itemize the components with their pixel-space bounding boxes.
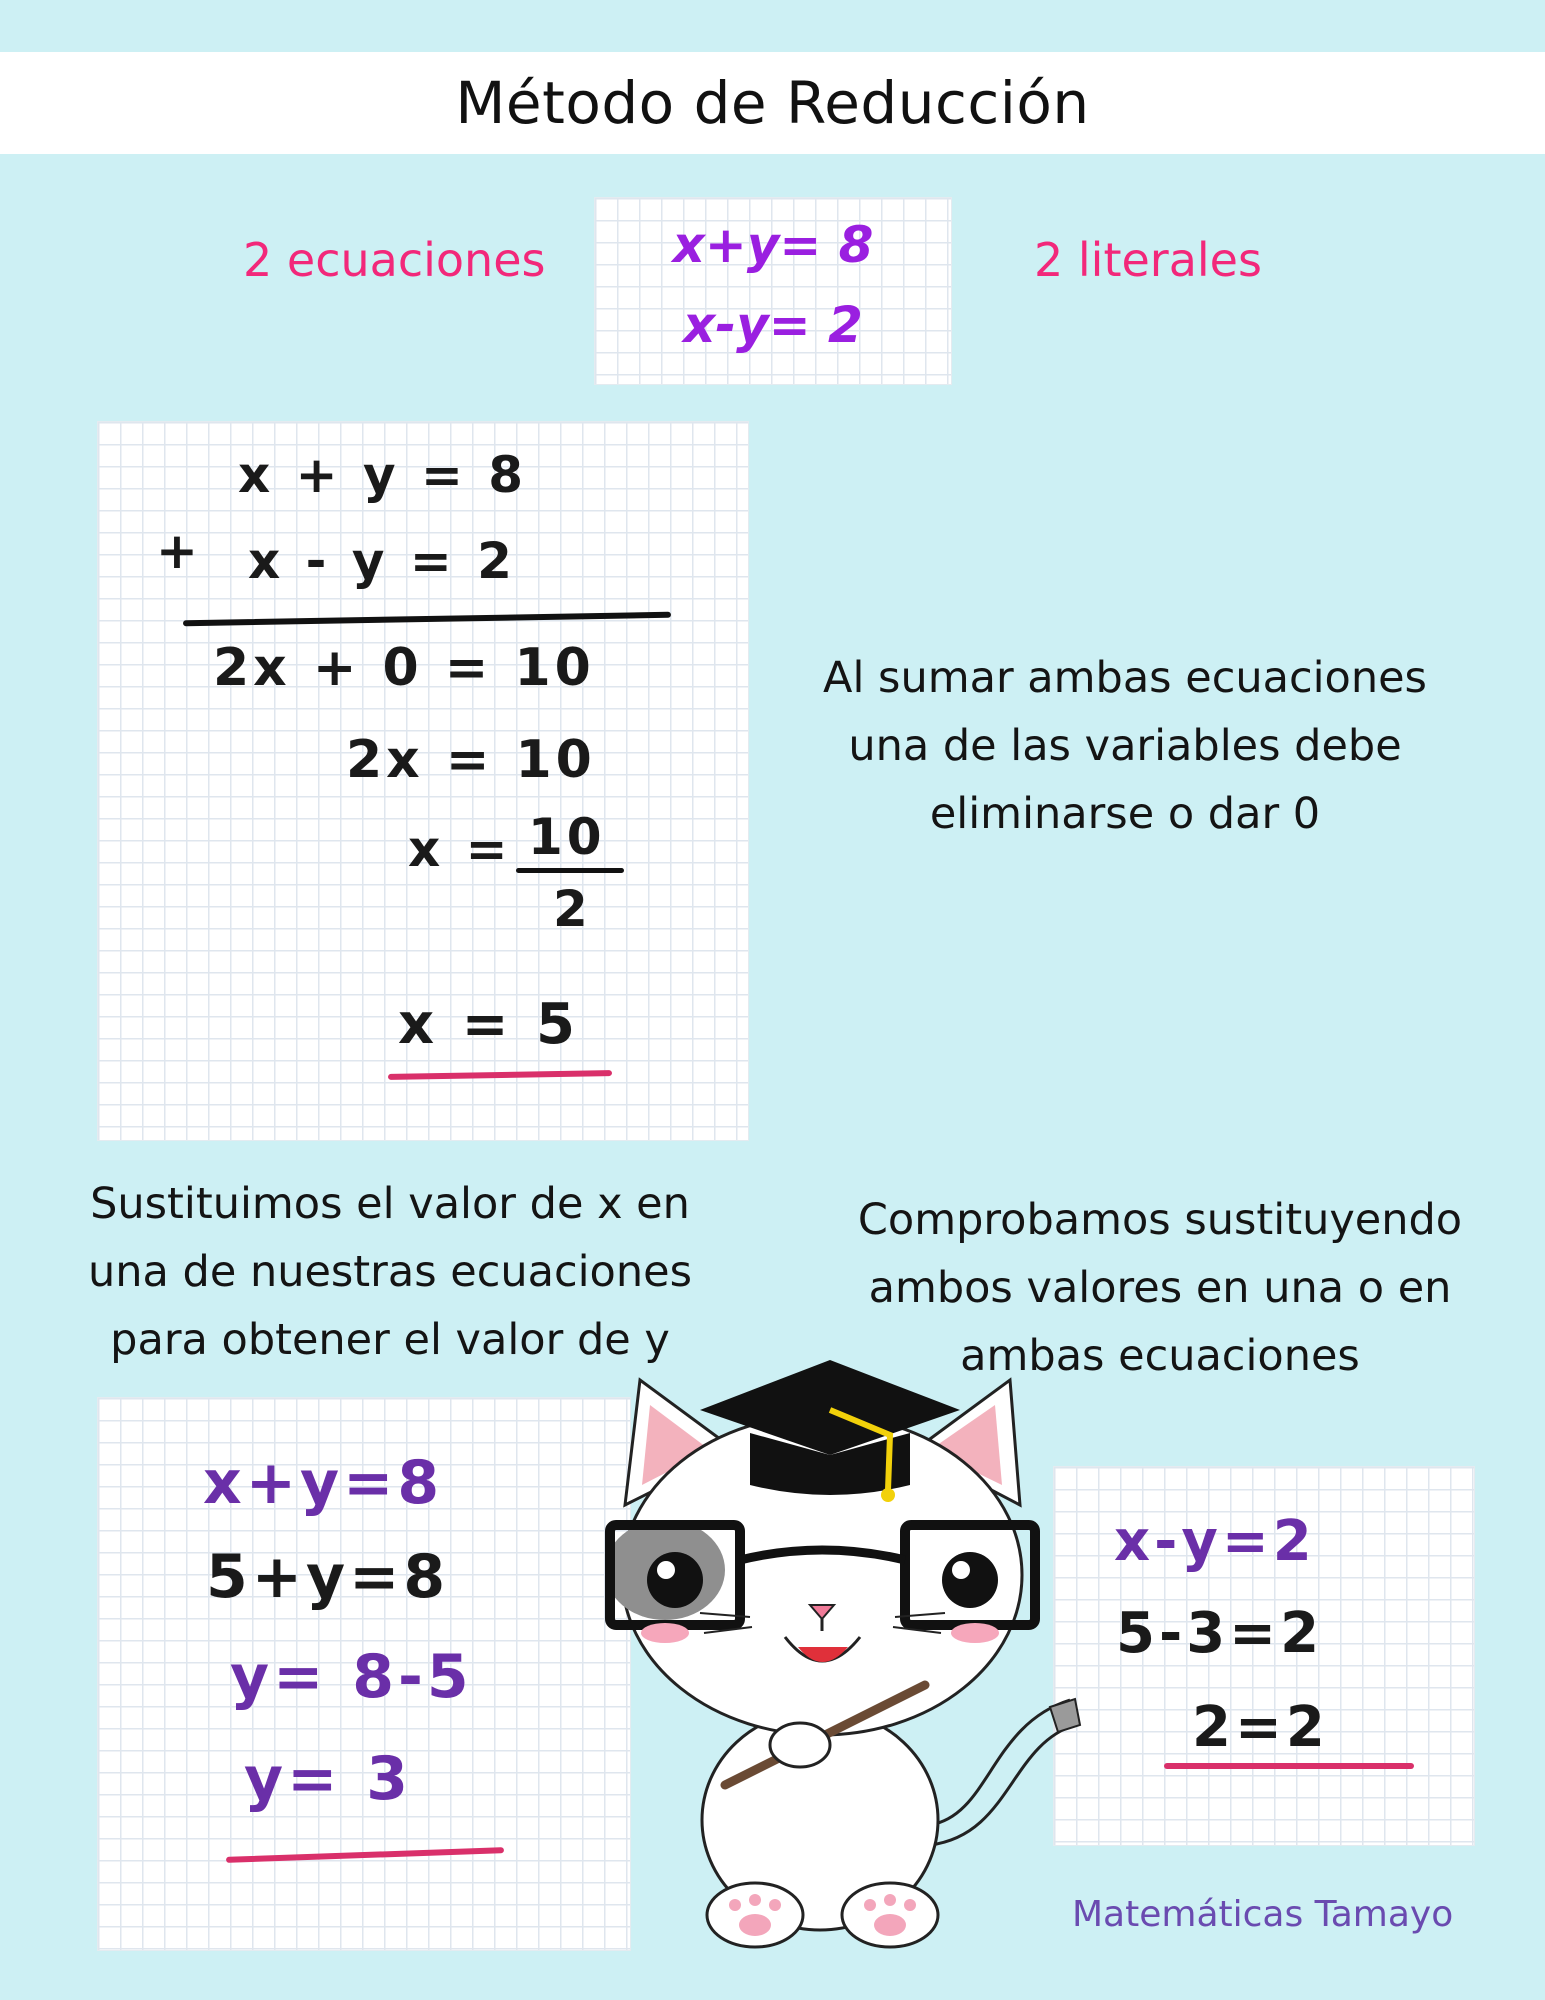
check-line2: 5-3=2 — [1116, 1601, 1324, 1666]
check-explanation-line: ambos valores en una o en — [868, 1263, 1452, 1313]
substitution-result: y= 3 — [244, 1744, 413, 1814]
check-line1: x-y=2 — [1114, 1509, 1316, 1574]
elimination-sum: 2x + 0 = 10 — [213, 638, 595, 698]
substitution-explanation-line: Sustituimos el valor de x en — [90, 1179, 690, 1229]
result-underline — [388, 1070, 612, 1080]
elimination-step1: 2x = 10 — [346, 730, 596, 790]
check-explanation-line: ambas ecuaciones — [960, 1331, 1360, 1381]
elimination-card — [97, 421, 749, 1141]
substitution-line1: x+y=8 — [203, 1448, 444, 1518]
page-title: Método de Reducción — [455, 69, 1090, 137]
elimination-explanation — [780, 644, 1470, 848]
system-eq1: x+y= 8 — [672, 216, 874, 274]
author-credit: Matemáticas Tamayo — [1072, 1894, 1454, 1935]
fraction-bar — [516, 868, 624, 873]
elimination-result: x = 5 — [398, 992, 579, 1057]
elimination-step2-lhs: x = — [408, 820, 512, 878]
substitution-explanation-line: una de nuestras ecuaciones — [88, 1247, 692, 1297]
system-eq2: x-y= 2 — [683, 296, 863, 354]
elimination-line2: x - y = 2 — [248, 532, 516, 590]
substitution-line2: 5+y=8 — [206, 1542, 450, 1612]
check-explanation-line: Comprobamos sustituyendo — [857, 1195, 1463, 1245]
substitution-underline — [226, 1847, 504, 1863]
elimination-explanation-line: Al sumar ambas ecuaciones — [823, 653, 1427, 703]
check-result: 2=2 — [1192, 1695, 1329, 1760]
elimination-line1: x + y = 8 — [238, 446, 528, 504]
fraction-denominator: 2 — [553, 880, 592, 938]
graduate-cat-icon — [570, 1355, 1090, 1955]
elimination-explanation-line: eliminarse o dar 0 — [929, 789, 1321, 839]
equations-count-label: 2 ecuaciones — [243, 233, 546, 287]
substitution-card — [97, 1397, 631, 1951]
system-card — [594, 197, 952, 385]
substitution-explanation — [60, 1170, 720, 1374]
substitution-line3: y= 8-5 — [230, 1642, 473, 1712]
plus-sign: + — [156, 522, 202, 580]
literals-count-label: 2 literales — [1034, 233, 1262, 287]
substitution-explanation-line: para obtener el valor de y — [110, 1315, 670, 1365]
check-card — [1053, 1466, 1475, 1846]
title-bar — [0, 52, 1545, 154]
sum-line — [183, 612, 671, 627]
fraction-numerator: 10 — [528, 808, 606, 866]
elimination-explanation-line: una de las variables debe — [848, 721, 1402, 771]
check-underline — [1164, 1763, 1414, 1769]
